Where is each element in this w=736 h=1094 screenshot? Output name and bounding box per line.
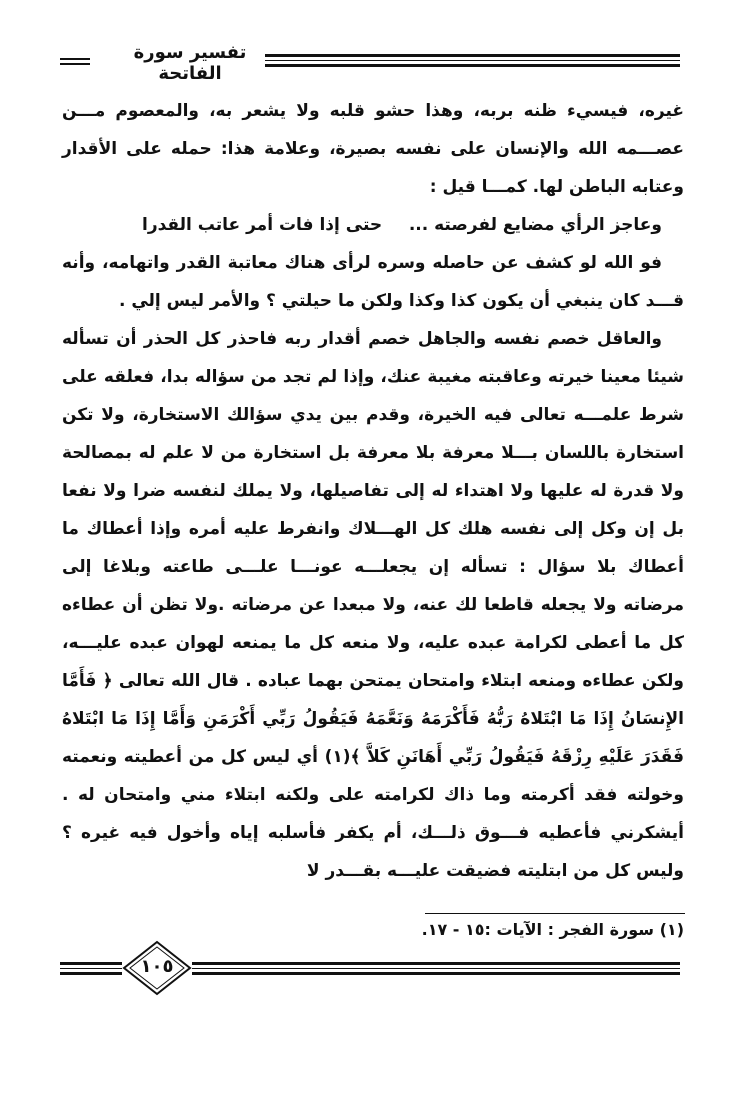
footnote: (١) سورة الفجر : الآيات :١٥ - ١٧. [421, 920, 684, 939]
page-footer [60, 938, 680, 998]
verse-second-hemistich: حتى إذا فات أمر عاتب القدرا [142, 215, 383, 235]
running-title: تفسير سورة الفاتحة [133, 42, 247, 84]
paragraph-3: والعاقل خصم نفسه والجاهل خصم أقدار ربه فاحذر كل الحذر أن تسأله شيئا معينا خيرته وعاقبته مغيبة عنك، وإذا لم تجد من سؤاله بدا، فعلقه على شرط علمـــه تعالى فيه الخيرة، وقدم بين يدي سؤالك الاستخارة، ولا تكن استخارة باللسان بـــلا معرفة بلا معرفة بل استخارة من لا علم له بمصالحة ولا قدرة له عليها ولا اهتداء له إلى تفاصيلها، ولا يملك لنفسه ضرا ولا نفعا بل إن وكل إلى نفسه هلك كل الهـــلاك وانفرط عليه أمره وإذا أعطاك ما أعطاك بلا سؤال : تسأله إن يجعلـــه عونـــا علـــى طاعته وبلاغا إلى مرضاته ولا يجعله قاطعا لك عنه، ولا مبعدا عن مرضاته .ولا تظن أن عطاءه كل ما أعطى لكرامة عبده عليه، ولا منعه كل ما يمنعه لهوان عبده عليـــه، ولكن عطاءه ومنعه ابتلاء وامتحان يمتحن بهما عباده . قال الله تعالى ﴿ فَأَمَّا الإِنسَانُ إِذَا مَا ابْتَلاهُ رَبُّهُ فَأَكْرَمَهُ وَنَعَّمَهُ فَيَقُولُ رَبِّي أَكْرَمَنِ وَأَمَّا إِذَا مَا ابْتَلاهُ فَقَدَرَ عَلَيْهِ رِزْقَهُ فَيَقُولُ رَبِّي أَهَانَنِ كَلاَّ ﴾(١) أي ليس كل من أعطيته ونعمته وخولته فقد أكرمته وما ذاك لكرامته على ولكنه ابتلاء مني وامتحان له . أيشكرني فأعطيه فـــوق ذلـــك، أم يكفر فأسلبه إياه وأخول فيه غيره ؟ وليس كل من ابتليته فضيقت عليـــه بقـــدر لا [62, 329, 684, 881]
page-number-ornament [122, 940, 192, 996]
page-header [60, 36, 680, 84]
paragraph-1: غيره، فيسيء ظنه بربه، وهذا حشو قلبه ولا يشعر به، والمعصوم مـــن عصـــمه الله والإنسان على نفسه بصيرة، وعلامة هذا: حمله على الأقدار وعتابه الباطن لها. كمـــا قيل : [62, 101, 684, 197]
header-rule [265, 54, 680, 57]
poem-verse [62, 206, 684, 244]
header-rule-left [60, 58, 90, 60]
paragraph-2: فو الله لو كشف عن حاصله وسره لرأى هناك معاتبة القدر واتهامه، وأنه قـــد كان ينبغي أن يكون كذا وكذا ولكن ما حيلتي ؟ والأمر ليس إلي . [62, 253, 684, 311]
verse-first-hemistich: وعاجز الرأي مضايع لفرصته ... [408, 215, 662, 235]
header-rule-thin [265, 60, 680, 61]
main-text [62, 92, 684, 890]
footnote-separator [425, 913, 685, 914]
page-number: ١٠٥ [140, 956, 174, 977]
header-rule-left-2 [60, 63, 90, 65]
header-rule-bottom [265, 64, 680, 67]
